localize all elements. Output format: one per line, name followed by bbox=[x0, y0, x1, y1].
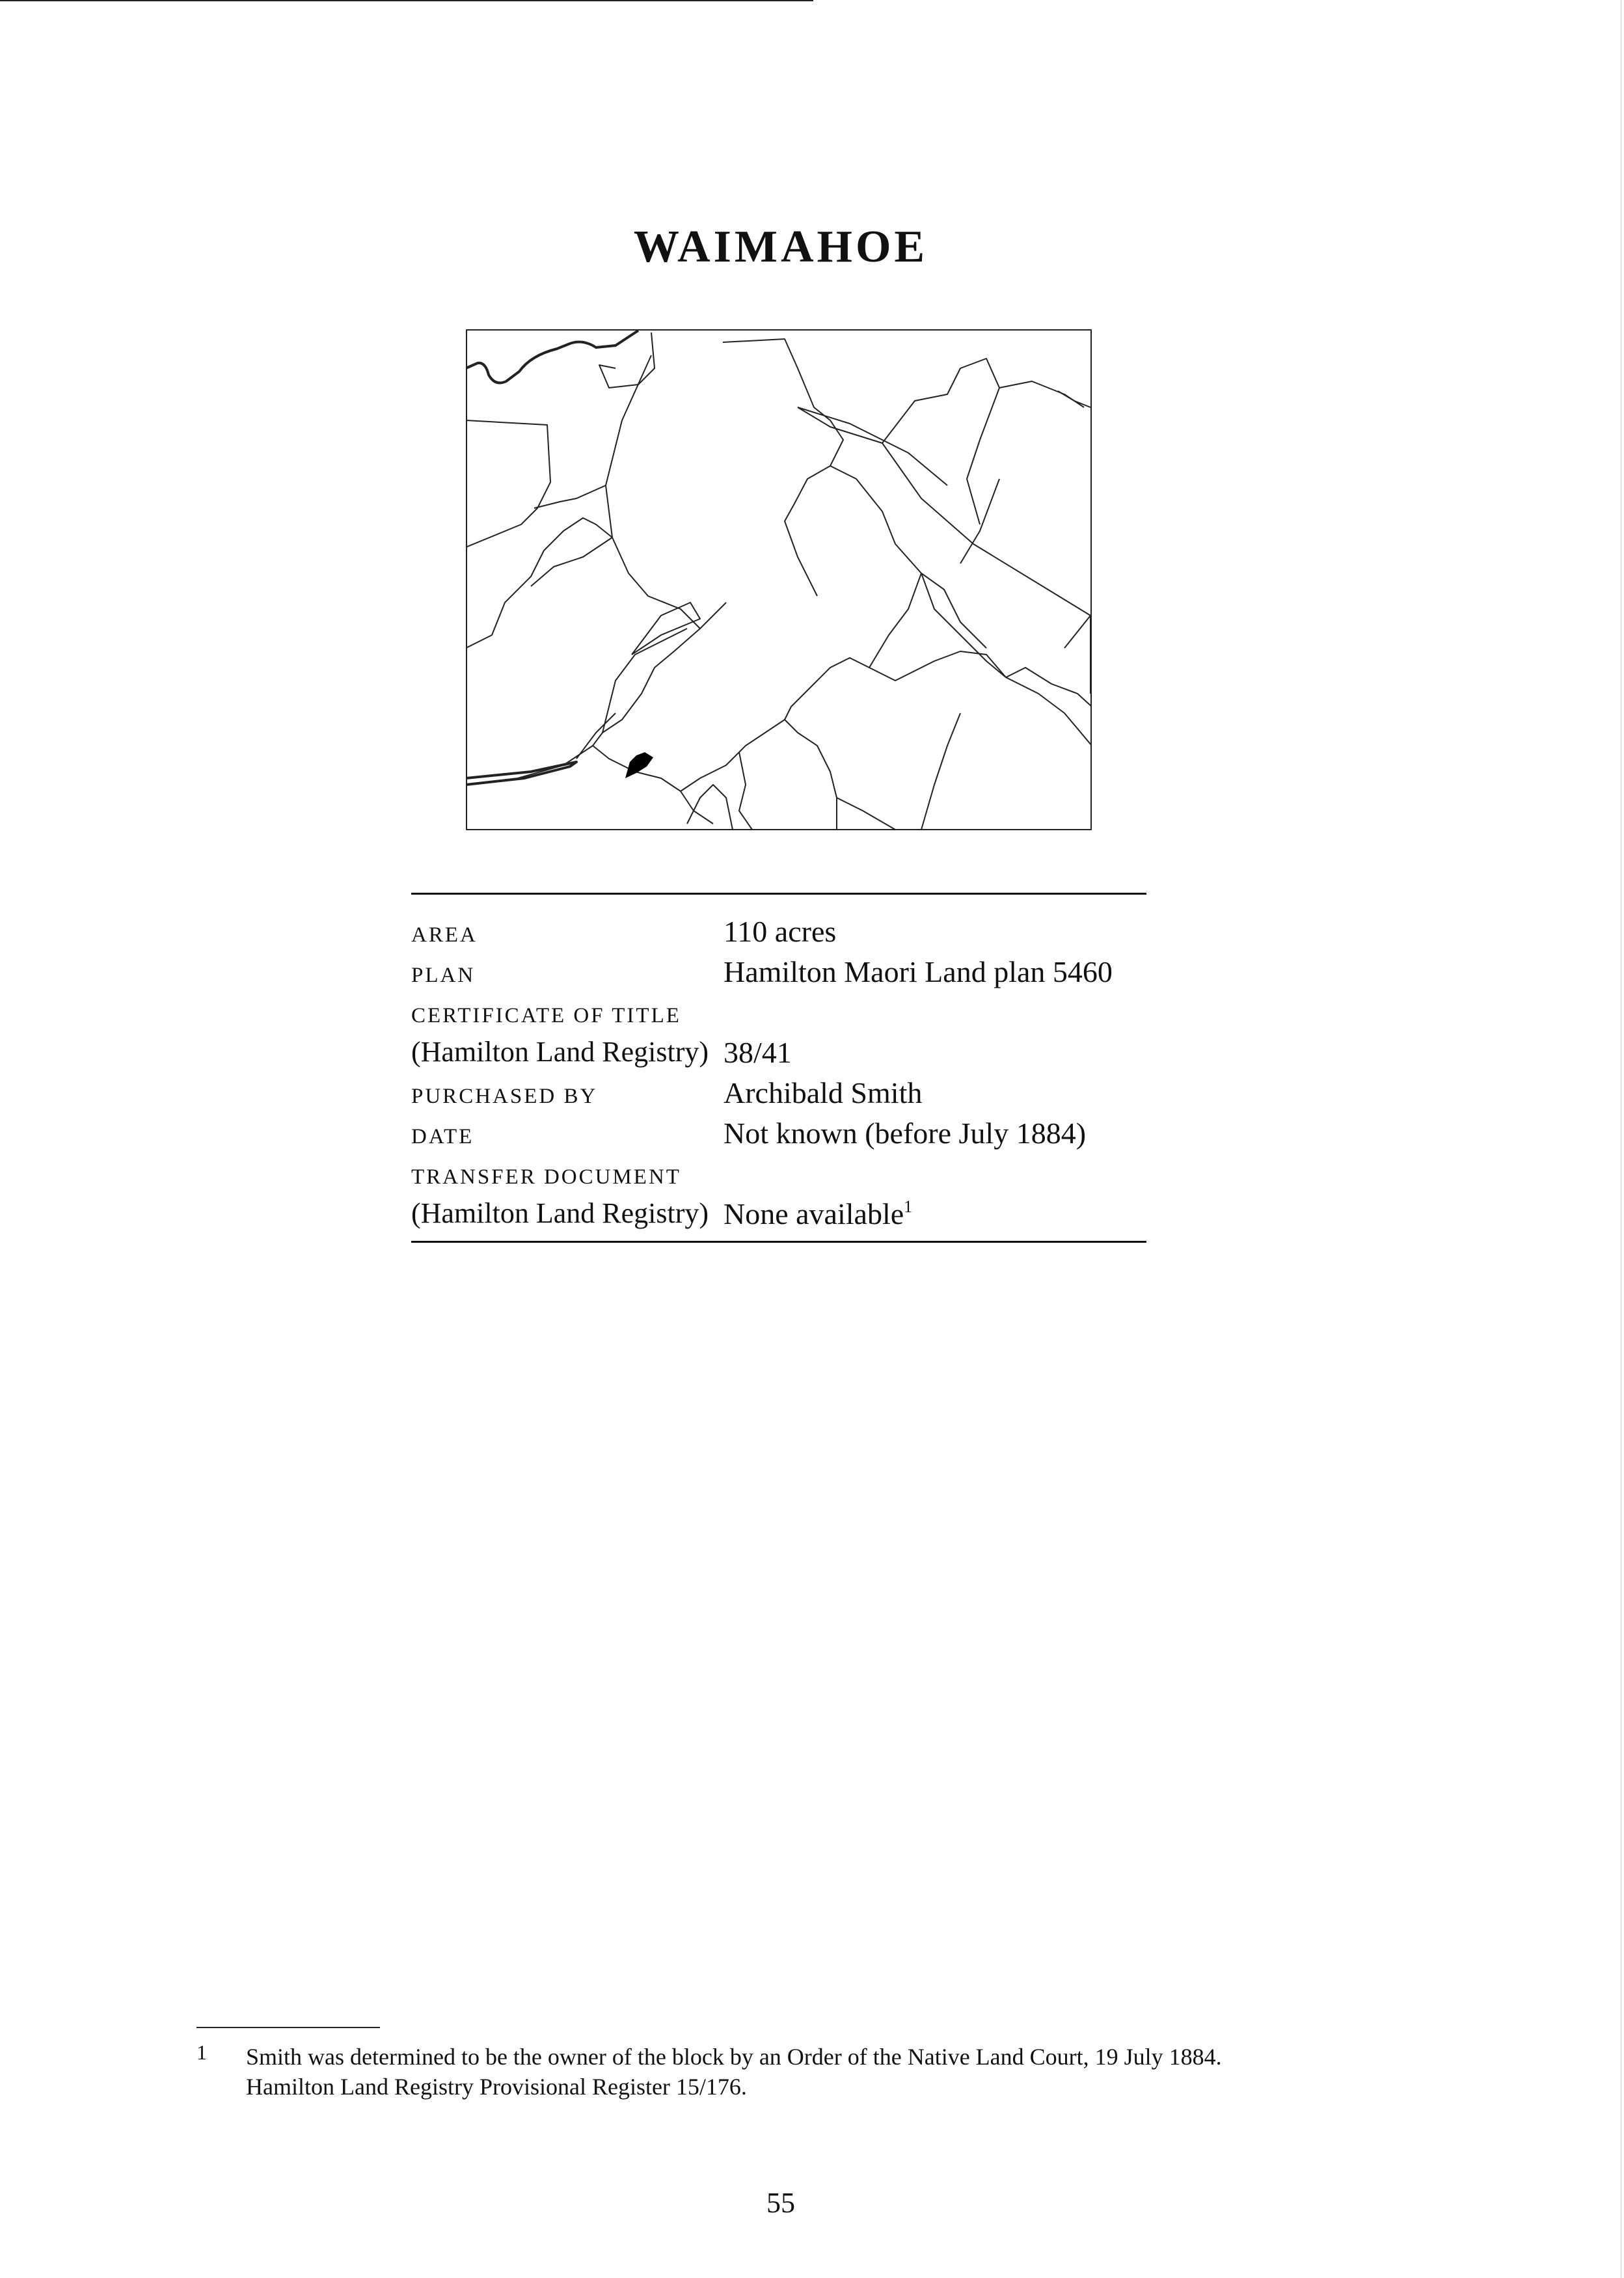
map-boundary bbox=[606, 355, 700, 629]
map-boundary bbox=[687, 785, 733, 830]
detail-label: (Hamilton Land Registry) bbox=[411, 1036, 709, 1068]
footnote-separator bbox=[196, 2027, 380, 2028]
map-boundary bbox=[602, 629, 687, 733]
page-number: 55 bbox=[766, 2187, 795, 2219]
map-boundary bbox=[921, 573, 986, 648]
footnote-text bbox=[246, 2042, 1417, 2102]
map-boundary bbox=[1064, 616, 1090, 694]
detail-label: PLAN bbox=[411, 964, 476, 987]
detail-row-area bbox=[411, 911, 1146, 950]
map-frame bbox=[467, 330, 1091, 830]
map-boundary bbox=[576, 713, 616, 759]
detail-value-text: None available bbox=[724, 1197, 904, 1230]
map-boundary bbox=[723, 339, 843, 596]
map-boundary bbox=[632, 603, 700, 655]
location-map bbox=[466, 329, 1092, 830]
top-edge-rule bbox=[0, 0, 813, 1]
detail-row-certificate-registry bbox=[411, 1032, 1146, 1071]
detail-label: AREA bbox=[411, 923, 478, 947]
footnote-number: 1 bbox=[196, 2041, 207, 2064]
map-boundary bbox=[739, 752, 752, 830]
detail-row-transfer bbox=[411, 1153, 1146, 1192]
detail-row-certificate bbox=[411, 992, 1146, 1031]
map-boundary bbox=[599, 332, 655, 388]
map-boundary bbox=[960, 479, 999, 563]
footnote-line: Smith was determined to be the owner of the block by an Order of the Native Land Court, 19 July 1884. bbox=[246, 2044, 1222, 2070]
map-boundary bbox=[830, 466, 1092, 746]
map-boundary bbox=[869, 573, 921, 668]
detail-value: Hamilton Maori Land plan 5460 bbox=[724, 955, 1113, 988]
detail-value: 38/41 bbox=[724, 1036, 792, 1069]
detail-row-date bbox=[411, 1113, 1146, 1152]
detail-row-transfer-registry bbox=[411, 1193, 1146, 1232]
map-boundary bbox=[921, 713, 960, 830]
detail-label: CERTIFICATE OF TITLE bbox=[411, 1004, 681, 1027]
map-boundary bbox=[798, 407, 947, 485]
detail-label: PURCHASED BY bbox=[411, 1085, 598, 1108]
detail-value: Archibald Smith bbox=[724, 1076, 923, 1109]
detail-label: DATE bbox=[411, 1125, 474, 1148]
map-boundary bbox=[466, 420, 550, 547]
map-boundary bbox=[1058, 391, 1090, 407]
map-boundary bbox=[534, 485, 606, 508]
detail-label: (Hamilton Land Registry) bbox=[411, 1197, 709, 1229]
map-boundary bbox=[785, 720, 837, 830]
waimahoe-block-highlight bbox=[625, 752, 653, 778]
map-boundary bbox=[531, 537, 612, 586]
map-river bbox=[466, 331, 638, 383]
table-top-rule bbox=[411, 893, 1146, 895]
map-boundary bbox=[466, 762, 576, 785]
footnote-reference[interactable]: 1 bbox=[904, 1197, 913, 1216]
detail-value: Not known (before July 1884) bbox=[724, 1117, 1087, 1150]
detail-row-purchased-by bbox=[411, 1072, 1146, 1111]
detail-value: 110 acres bbox=[724, 915, 837, 948]
detail-label: TRANSFER DOCUMENT bbox=[411, 1165, 681, 1189]
detail-row-plan bbox=[411, 951, 1146, 990]
detail-value bbox=[724, 1197, 912, 1231]
map-boundary bbox=[466, 518, 612, 648]
map-boundary bbox=[967, 388, 999, 524]
map-boundary bbox=[466, 603, 726, 785]
table-bottom-rule bbox=[411, 1241, 1146, 1243]
footnote-line: Hamilton Land Registry Provisional Register 15/176. bbox=[246, 2074, 747, 2100]
page-title: WAIMAHOE bbox=[633, 222, 928, 272]
map-boundary bbox=[837, 798, 895, 830]
